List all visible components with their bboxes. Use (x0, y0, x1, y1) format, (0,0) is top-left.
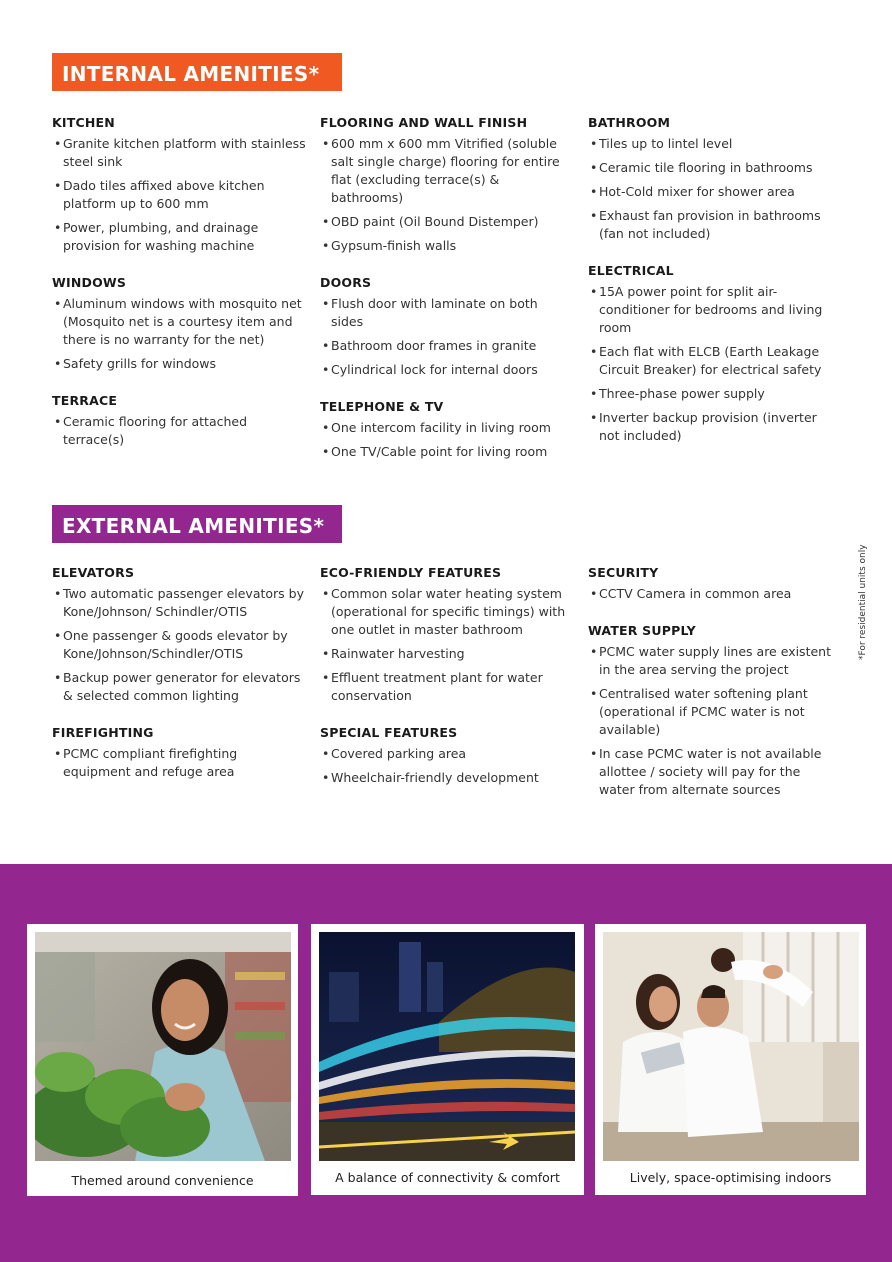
list-item: • One intercom facility in living room (320, 419, 570, 437)
caption-indoors: Lively, space-optimising indoors (629, 1170, 832, 1185)
water-section (588, 623, 838, 799)
bathroom-section (588, 115, 838, 243)
list-item: • Safety grills for windows (52, 355, 312, 373)
bathroom-title: BATHROOM (588, 115, 671, 130)
photo-card-convenience (27, 924, 298, 1196)
external-column-3 (588, 565, 838, 819)
internal-column-1 (52, 115, 312, 469)
external-amenities-heading: EXTERNAL AMENITIES* (52, 505, 342, 543)
water-list (588, 643, 838, 799)
list-item: • Three-phase power supply (588, 385, 838, 403)
internal-column-3 (588, 115, 838, 465)
elevators-section (52, 565, 304, 705)
list-item: • 15A power point for split air-conditioner for bedrooms and living room (588, 283, 838, 337)
list-item: • Two automatic passenger elevators by Kone/Johnson/ Schindler/OTIS (52, 585, 304, 621)
list-item: • Hot-Cold mixer for shower area (588, 183, 838, 201)
windows-title: WINDOWS (52, 275, 127, 290)
list-item: • One TV/Cable point for living room (320, 443, 570, 461)
list-item: • Covered parking area (320, 745, 570, 763)
windows-section (52, 275, 312, 373)
elevators-list (52, 585, 304, 705)
bathroom-list (588, 135, 838, 243)
list-item: • Ceramic tile flooring in bathrooms (588, 159, 838, 177)
security-title: SECURITY (588, 565, 659, 580)
list-item: • In case PCMC water is not available allottee / society will pay for the water from alternate sources (588, 745, 838, 799)
special-section (320, 725, 570, 787)
family-photo (603, 932, 859, 1161)
doors-title: DOORS (320, 275, 372, 290)
special-title: SPECIAL FEATURES (320, 725, 458, 740)
list-item: • OBD paint (Oil Bound Distemper) (320, 213, 570, 231)
list-item: • PCMC water supply lines are existent in the area serving the project (588, 643, 838, 679)
list-item: • Aluminum windows with mosquito net (Mosquito net is a courtesy item and there is no warranty for the net) (52, 295, 312, 349)
firefighting-title: FIREFIGHTING (52, 725, 154, 740)
special-list (320, 745, 570, 787)
list-item: • Flush door with laminate on both sides (320, 295, 570, 331)
caption-convenience: Themed around convenience (71, 1173, 254, 1188)
terrace-list (52, 413, 312, 449)
flooring-section (320, 115, 570, 255)
electrical-list (588, 283, 838, 445)
windows-list (52, 295, 312, 373)
list-item: • Centralised water softening plant (operational if PCMC water is not available) (588, 685, 838, 739)
flooring-title: FLOORING AND WALL FINISH (320, 115, 528, 130)
list-item: • Tiles up to lintel level (588, 135, 838, 153)
security-section (588, 565, 838, 603)
electrical-title: ELECTRICAL (588, 263, 674, 278)
list-item: • Each flat with ELCB (Earth Leakage Circuit Breaker) for electrical safety (588, 343, 838, 379)
shopper-photo (35, 932, 291, 1161)
list-item: • Gypsum-finish walls (320, 237, 570, 255)
list-item: • Cylindrical lock for internal doors (320, 361, 570, 379)
list-item: • Common solar water heating system (operational for specific timings) with one outlet in master bathroom (320, 585, 570, 639)
kitchen-list (52, 135, 312, 255)
firefighting-list (52, 745, 304, 781)
kitchen-section (52, 115, 312, 255)
caption-connectivity: A balance of connectivity & comfort (335, 1170, 560, 1185)
doors-list (320, 295, 570, 379)
telephone-list (320, 419, 570, 461)
list-item: • Exhaust fan provision in bathrooms (fan not included) (588, 207, 838, 243)
internal-column-2 (320, 115, 570, 481)
list-item: • Wheelchair-friendly development (320, 769, 570, 787)
kitchen-title: KITCHEN (52, 115, 115, 130)
list-item: • Rainwater harvesting (320, 645, 570, 663)
list-item: • Ceramic flooring for attached terrace(s) (52, 413, 312, 449)
water-title: WATER SUPPLY (588, 623, 696, 638)
list-item: • CCTV Camera in common area (588, 585, 838, 603)
list-item: • 600 mm x 600 mm Vitrified (soluble salt single charge) flooring for entire flat (excluding terrace(s) & bathrooms) (320, 135, 570, 207)
security-list (588, 585, 838, 603)
list-item: • Effluent treatment plant for water conservation (320, 669, 570, 705)
terrace-title: TERRACE (52, 393, 118, 408)
list-item: • Backup power generator for elevators & selected common lighting (52, 669, 304, 705)
eco-list (320, 585, 570, 705)
list-item: • Bathroom door frames in granite (320, 337, 570, 355)
list-item: • One passenger & goods elevator by Kone/Johnson/Schindler/OTIS (52, 627, 304, 663)
telephone-title: TELEPHONE & TV (320, 399, 444, 414)
telephone-section (320, 399, 570, 461)
external-column-1 (52, 565, 304, 801)
eco-title: ECO-FRIENDLY FEATURES (320, 565, 502, 580)
elevators-title: ELEVATORS (52, 565, 135, 580)
doors-section (320, 275, 570, 379)
list-item: • Granite kitchen platform with stainless steel sink (52, 135, 312, 171)
flooring-list (320, 135, 570, 255)
residential-units-footnote: *For residential units only (858, 544, 868, 660)
internal-amenities-heading: INTERNAL AMENITIES* (52, 53, 342, 91)
list-item: • Power, plumbing, and drainage provision for washing machine (52, 219, 312, 255)
list-item: • Dado tiles affixed above kitchen platform up to 600 mm (52, 177, 312, 213)
eco-section (320, 565, 570, 705)
firefighting-section (52, 725, 304, 781)
city-lights-photo (319, 932, 575, 1161)
photo-card-indoors (595, 924, 866, 1195)
list-item: • Inverter backup provision (inverter not included) (588, 409, 838, 445)
external-column-2 (320, 565, 570, 807)
electrical-section (588, 263, 838, 445)
terrace-section (52, 393, 312, 449)
photo-card-connectivity (311, 924, 584, 1195)
list-item: • PCMC compliant firefighting equipment and refuge area (52, 745, 304, 781)
